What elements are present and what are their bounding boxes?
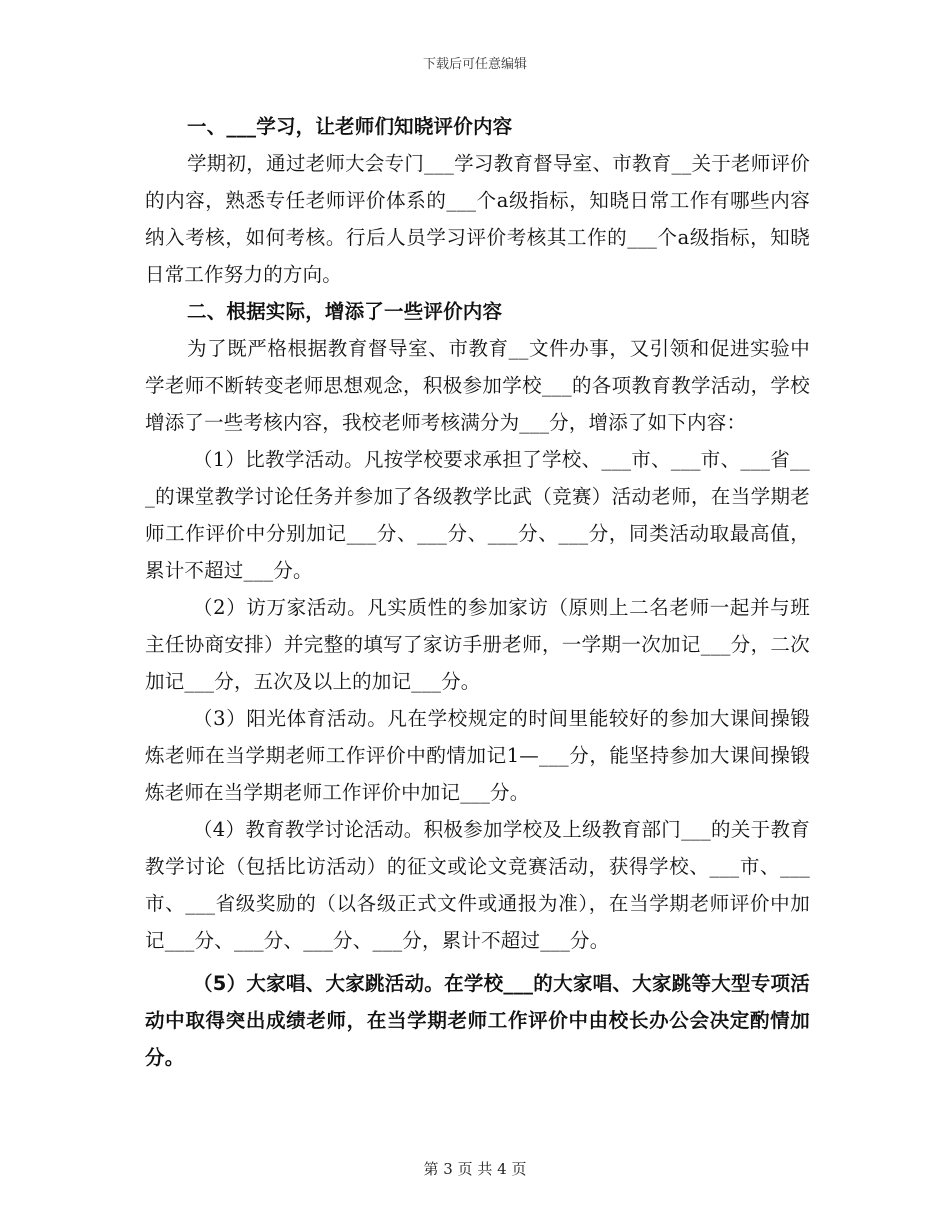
section-1-paragraph: 学期初，通过老师大会专门___学习教育督导室、市教育__关于老师评价的内容，熟悉专任老师评价体系的___个a级指标，知晓日常工作有哪些内容纳入考核，如何考核。行后人员学习评价考核其工作的___个a级指标，知晓日常工作努力的方向。 (145, 152, 810, 286)
page-header: 下载后可任意编辑 (422, 57, 527, 72)
document-body (145, 108, 810, 1076)
section-2-paragraph: 为了既严格根据教育督导室、市教育__文件办事，又引领和促进实验中学老师不断转变老师思想观念，积极参加学校___的各项教育教学活动，学校增添了一些考核内容，我校老师考核满分为___分，增添了如下内容： (145, 337, 810, 434)
page-footer: 第 3 页 共 4 页 (423, 1160, 527, 1178)
item-1-paragraph: （1）比教学活动。凡按学校要求承担了学校、___市、___市、___省___的课堂教学讨论任务并参加了各级教学比武（竞赛）活动老师，在当学期老师工作评价中分别加记___分、___分、___分、___分，同类活动取最高值，累计不超过___分。 (145, 448, 810, 582)
item-5-paragraph: （5）大家唱、大家跳活动。在学校___的大家唱、大家跳等大型专项活动中取得突出成绩老师，在当学期老师工作评价中由校长办公会决定酌情加分。 (145, 972, 810, 1069)
section-2-heading: 二、根据实际，增添了一些评价内容 (187, 300, 503, 323)
item-2-paragraph: （2）访万家活动。凡实质性的参加家访（原则上二名老师一起并与班主任协商安排）并完整的填写了家访手册老师，一学期一次加记___分，二次加记___分，五次及以上的加记___分。 (145, 596, 810, 693)
item-4-paragraph: （4）教育教学讨论活动。积极参加学校及上级教育部门___的关于教育教学讨论（包括比访活动）的征文或论文竞赛活动，获得学校、___市、___市、___省级奖励的（以各级正式文件或通报为准），在当学期老师评价中加记___分、___分、___分、___分，累计不超过___分。 (145, 818, 810, 952)
item-3-paragraph: （3）阳光体育活动。凡在学校规定的时间里能较好的参加大课间操锻炼老师在当学期老师工作评价中酌情加记1—___分，能坚持参加大课间操锻炼老师在当学期老师工作评价中加记___分。 (145, 707, 810, 804)
section-1-heading: 一、___学习，让老师们知晓评价内容 (187, 115, 513, 138)
